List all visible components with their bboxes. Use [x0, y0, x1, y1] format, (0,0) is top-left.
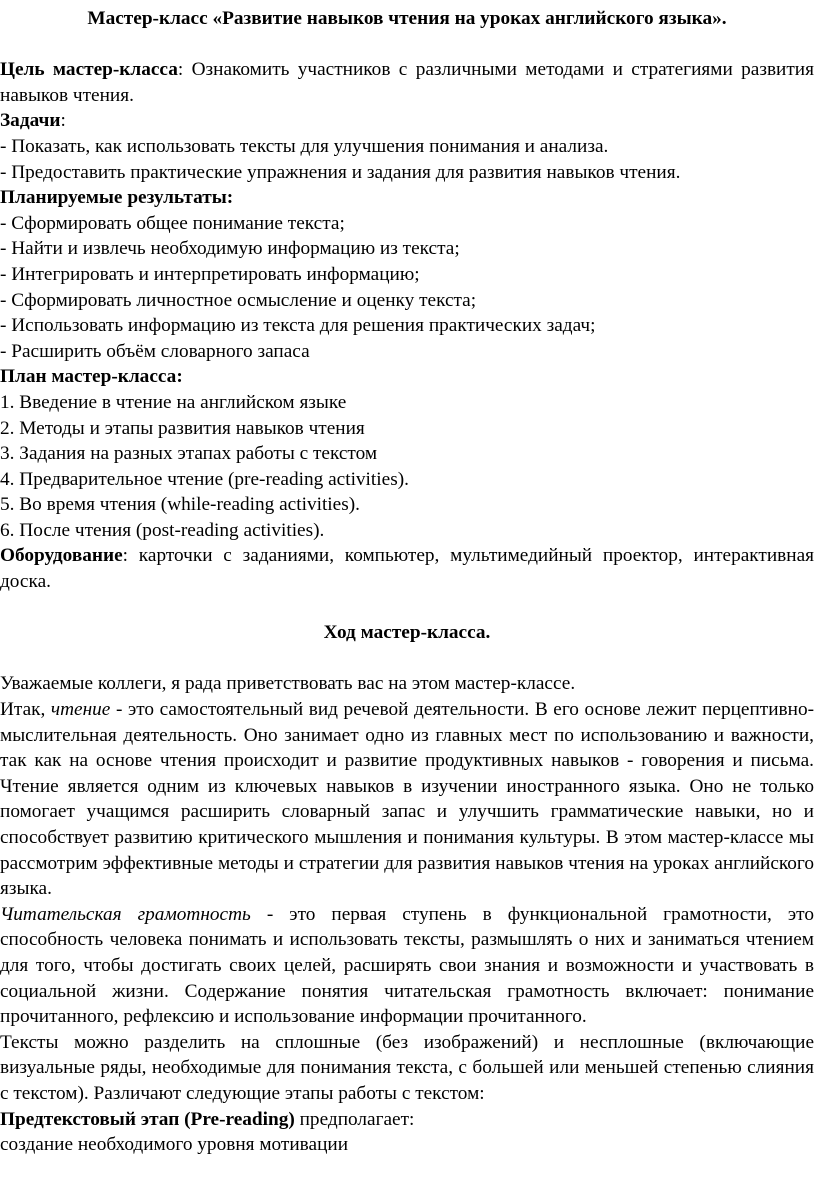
tasks-label: Задачи: [0, 110, 61, 132]
blank-line: [0, 646, 814, 672]
results-heading: Планируемые результаты:: [0, 187, 234, 209]
document-title: Мастер-класс «Развитие навыков чтения на уроках английского языка».: [87, 8, 727, 29]
plan-heading: План мастер-класса:: [0, 366, 183, 388]
list-item: 3. Задания на разных этапах работы с текстом: [0, 443, 378, 465]
equipment-text: : карточки с заданиями, компьютер, мультимедийный проектор, интерактивная доска.: [0, 545, 814, 593]
text-types-paragraph: Тексты можно разделить на сплошные (без изображений) и несплошные (включающие визуальные ряды, необходимые для понимания текста, с большей или меньшей степенью слияния с текстом). Различают следующие этапы работы с текстом:: [0, 1031, 814, 1104]
list-item: - Показать, как использовать тексты для улучшения понимания и анализа.: [0, 135, 609, 157]
list-item: 2. Методы и этапы развития навыков чтения: [0, 417, 365, 439]
list-item: 1. Введение в чтение на английском языке: [0, 391, 347, 413]
list-item: 6. После чтения (post-reading activities).: [0, 519, 325, 541]
equipment-paragraph: [0, 543, 814, 594]
list-item: - Сформировать личностное осмысление и оценку текста;: [0, 289, 477, 311]
list-item: 5. Во время чтения (while-reading activities).: [0, 494, 360, 516]
reading-term: чтение: [50, 699, 111, 721]
pre-reading-stage: Предтекстовый этап (Pre-reading) предполагает:: [0, 1108, 415, 1130]
literacy-paragraph: Читательская грамотность - это первая ступень в функциональной грамотности, это способность человека понимать и использовать тексты, размышлять о них и заниматься чтением для того, чтобы достигать своих целей, расширять свои знания и возможности и участвовать в социальной жизни. Содержание понятия читательская грамотность включает: понимание прочитанного, рефлексию и использование информации прочитанного.: [0, 903, 814, 1028]
list-item: - Использовать информацию из текста для решения практических задач;: [0, 315, 596, 337]
literacy-term: Читательская грамотность: [0, 903, 251, 925]
list-item: 4. Предварительное чтение (pre-reading activities).: [0, 468, 409, 490]
section-title: Ход мастер-класса.: [323, 622, 491, 644]
stage-item: создание необходимого уровня мотивации: [0, 1134, 349, 1156]
list-item: - Сформировать общее понимание текста;: [0, 212, 345, 234]
stage-label: Предтекстовый этап (Pre-reading): [0, 1108, 295, 1130]
blank-line: [0, 595, 814, 621]
list-item: - Предоставить практические упражнения и задания для развития навыков чтения.: [0, 161, 681, 183]
goal-text: : Ознакомить участников с различными методами и стратегиями развития навыков чтения.: [0, 59, 814, 106]
goal-paragraph: [0, 57, 814, 108]
list-item: - Интегрировать и интерпретировать информацию;: [0, 263, 420, 285]
goal-label: Цель мастер-класса: [0, 59, 178, 81]
list-item: - Найти и извлечь необходимую информацию из текста;: [0, 238, 460, 260]
list-item: - Расширить объём словарного запаса: [0, 340, 310, 362]
reading-definition-paragraph: Итак, чтение - это самостоятельный вид речевой деятельности. В его основе лежит перцептивно-мыслительная деятельность. Оно занимает одно из главных мест по использованию и важности, так как на основе чтения происходит и развитие продуктивных навыков - говорения и письма. Чтение является одним из ключевых навыков в изучении иностранного языка. Оно не только помогает учащимся расширить словарный запас и улучшить грамматические навыки, но и способствует развитию критического мышления и понимания культуры. В этом мастер-классе мы рассмотрим эффективные методы и стратегии для развития навыков чтения на уроках английского языка.: [0, 699, 815, 900]
tasks-heading: Задачи:: [0, 110, 66, 132]
equipment-label: Оборудование: [0, 545, 123, 567]
blank-line: [0, 32, 814, 58]
greeting-paragraph: Уважаемые коллеги, я рада приветствовать вас на этом мастер-классе.: [0, 673, 576, 695]
